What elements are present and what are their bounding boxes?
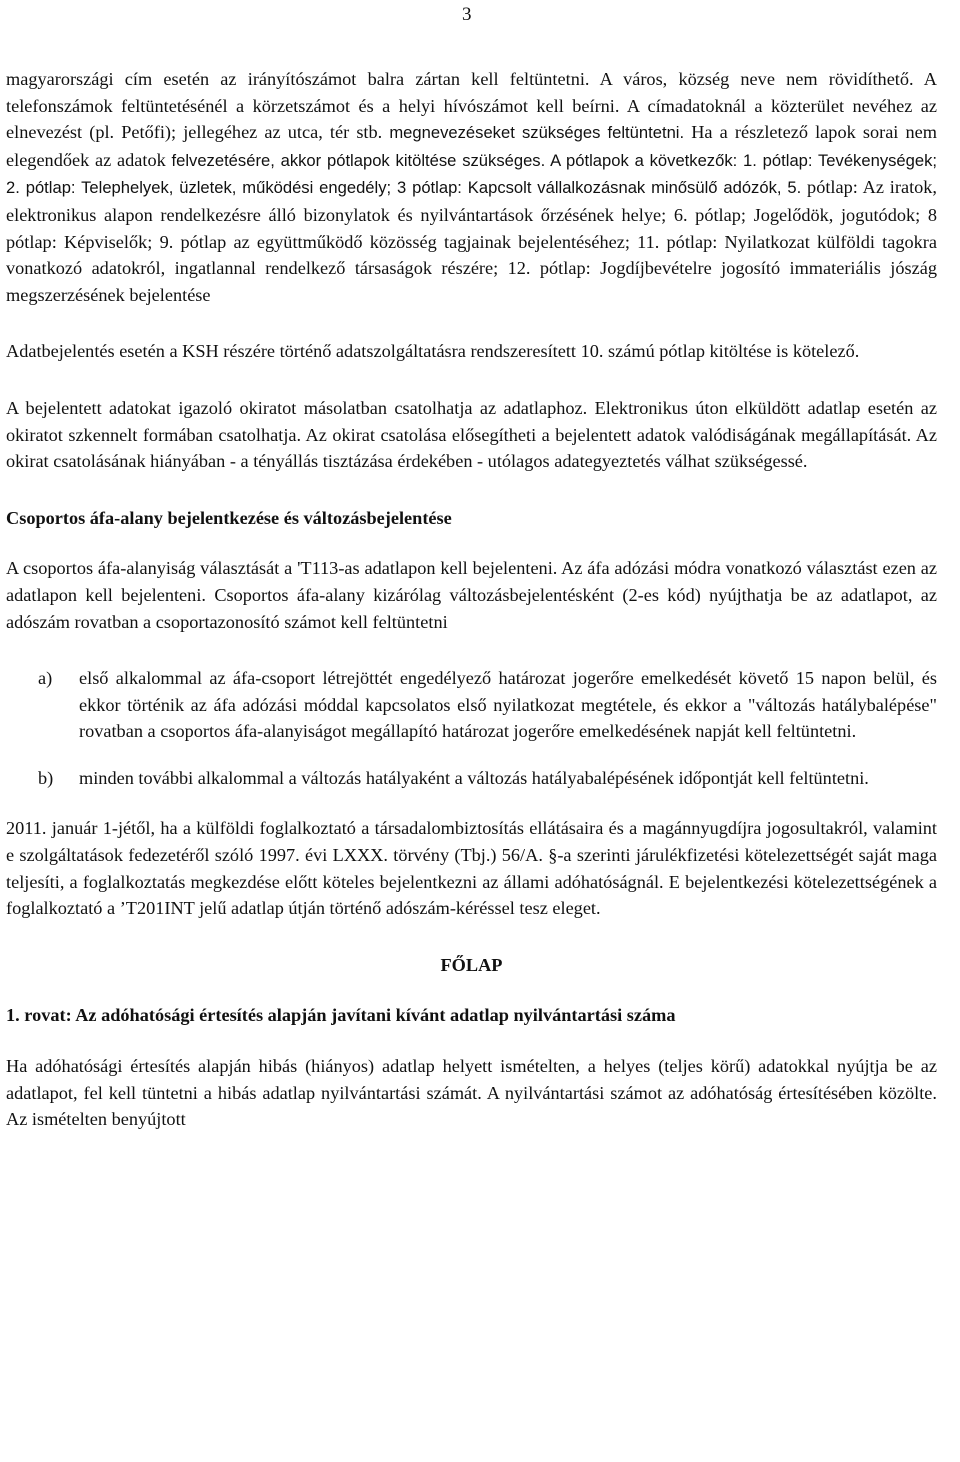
page-number: 3: [462, 4, 472, 25]
row-heading: 1. rovat: Az adóhatósági értesítés alapján javítani kívánt adatlap nyilvántartási száma: [6, 1005, 676, 1026]
document-body: [6, 66, 937, 1133]
paragraph-text: felvezetésére, akkor pótlapok kitöltése szükséges. A pótlapok a következők: 1. pótlap: Tevékenységek; 2. pótlap: Telephelyek, üzletek, működési engedély; 3 pótlap: Kapcsolt vállalkozásnak minősülő adózók, 5.: [6, 150, 938, 198]
paragraph-ksh: Adatbejelentés esetén a KSH részére történő adatszolgáltatásra rendszeresített 10. számú pótlap kitöltése is kötelező.: [6, 341, 860, 362]
list-marker: a): [38, 668, 53, 689]
section-heading-group-vat: Csoportos áfa-alany bejelentkezése és változásbejelentése: [6, 507, 452, 528]
paragraph-foreign-employer: 2011. január 1-jétől, ha a külföldi foglalkoztató a társadalombiztosítás ellátásaira és a magánnyugdíjra jogosultakról, valamint e szolgáltatások fedezetéről szóló 1997. évi LXXX. törvény (Tbj.) 56/A. §-a szerinti járulékfizetési kötelezettségét saját maga teljesíti, a foglalkoztatás megkezdése előtt köteles bejelentkezni az állami adóhatóságnál. E bejelentkezési kötelezettségének a foglalkoztató a ’T201INT jelű adatlap útján történő adószám-kéréssel tesz eleget.: [6, 818, 937, 919]
list-marker: b): [38, 767, 54, 788]
list-item: [38, 665, 937, 745]
section-heading-main-sheet: FŐLAP: [440, 954, 503, 975]
paragraph-group-vat-intro: A csoportos áfa-alanyiság választását a 'T113-as adatlapon kell bejelenteni. Az áfa adózási módra vonatkozó választást ezen az adatlapon kell bejelenteni. Csoportos áfa-alany kizárólag változásbejelentésként (2-es kód) nyújthatja be az adatlapot, az adószám rovatban a csoportazonosító számot kell feltüntetni: [6, 558, 937, 632]
list-item-text: minden további alkalommal a változás hatályaként a változás hatályabalépésének időpontját kell feltüntetni.: [79, 767, 869, 788]
list-item: [38, 765, 937, 792]
paragraph-row1: Ha adóhatósági értesítés alapján hibás (hiányos) adatlap helyett ismételten, a helyes (teljes körű) adatokkal nyújtja be az adatlapot, fel kell tüntetni a hibás adatlap nyilvántartási számát. A nyilvántartási számot az adóhatóság értesítésében közölte. Az ismételten benyújtott: [6, 1056, 937, 1130]
paragraph-text: magyarországi cím esetén az irányítószámot balra zártan kell feltüntetni. A város, község neve nem rövidíthető. A telefonszámok feltüntetésénél a körzetszámot és a helyi hívószámot kell beírni. A címadatoknál a közterület nevéhez az elnevezést (pl. Petőfi); jellegéhez az utca, tér stb.: [6, 69, 937, 143]
paragraph-documents: A bejelentett adatokat igazoló okiratot másolatban csatolhatja az adatlaphoz. Elektronikus úton elküldött adatlap esetén az okiratot szkennelt formában csatolhatja. Az okirat csatolása elősegítheti a bejelentett adatok valódiságának megállapítását. Az okirat csatolásának hiányában - a tényállás tisztázása érdekében - utólagos adategyeztetés válhat szükségessé.: [6, 397, 937, 472]
paragraph-text: pótlap: Az iratok, elektronikus alapon rendelkezésre álló bizonylatok és nyilvántartások őrzésének helye; 6. pótlap; Jogelődök, jogutódok; 8 pótlap: Képviselők; 9. pótlap az együttműködő közösség tagjainak bejelentéséhez; 11. pótlap: Nyilatkozat külföldi tagokra vonatkozó adatokról, ingatlannal rendelkező társaságok részére; 12. pótlap: Jogdíjbevételre jogosító immateriális jószág megszerzésének bejelentése: [6, 177, 938, 305]
list-item-text: első alkalommal az áfa-csoport létrejöttét engedélyező határozat jogerőre emelkedését követő 15 napon belül, és ekkor történik az áfa adózási móddal kapcsolatos első nyilatkozat megtétele, és ekkor a "változás hatálybalépése" rovatban a csoportos áfa-alanyiságot megállapító határozat jogerőre emelkedésének napját kell feltüntetni.: [79, 668, 937, 742]
paragraph-address-and-supplements: [6, 66, 937, 308]
paragraph-text: megnevezéseket szükséges feltüntetni.: [389, 123, 685, 143]
paragraph-text: Ha a részletező lapok sorai nem elegendőek az adatok: [6, 122, 937, 170]
